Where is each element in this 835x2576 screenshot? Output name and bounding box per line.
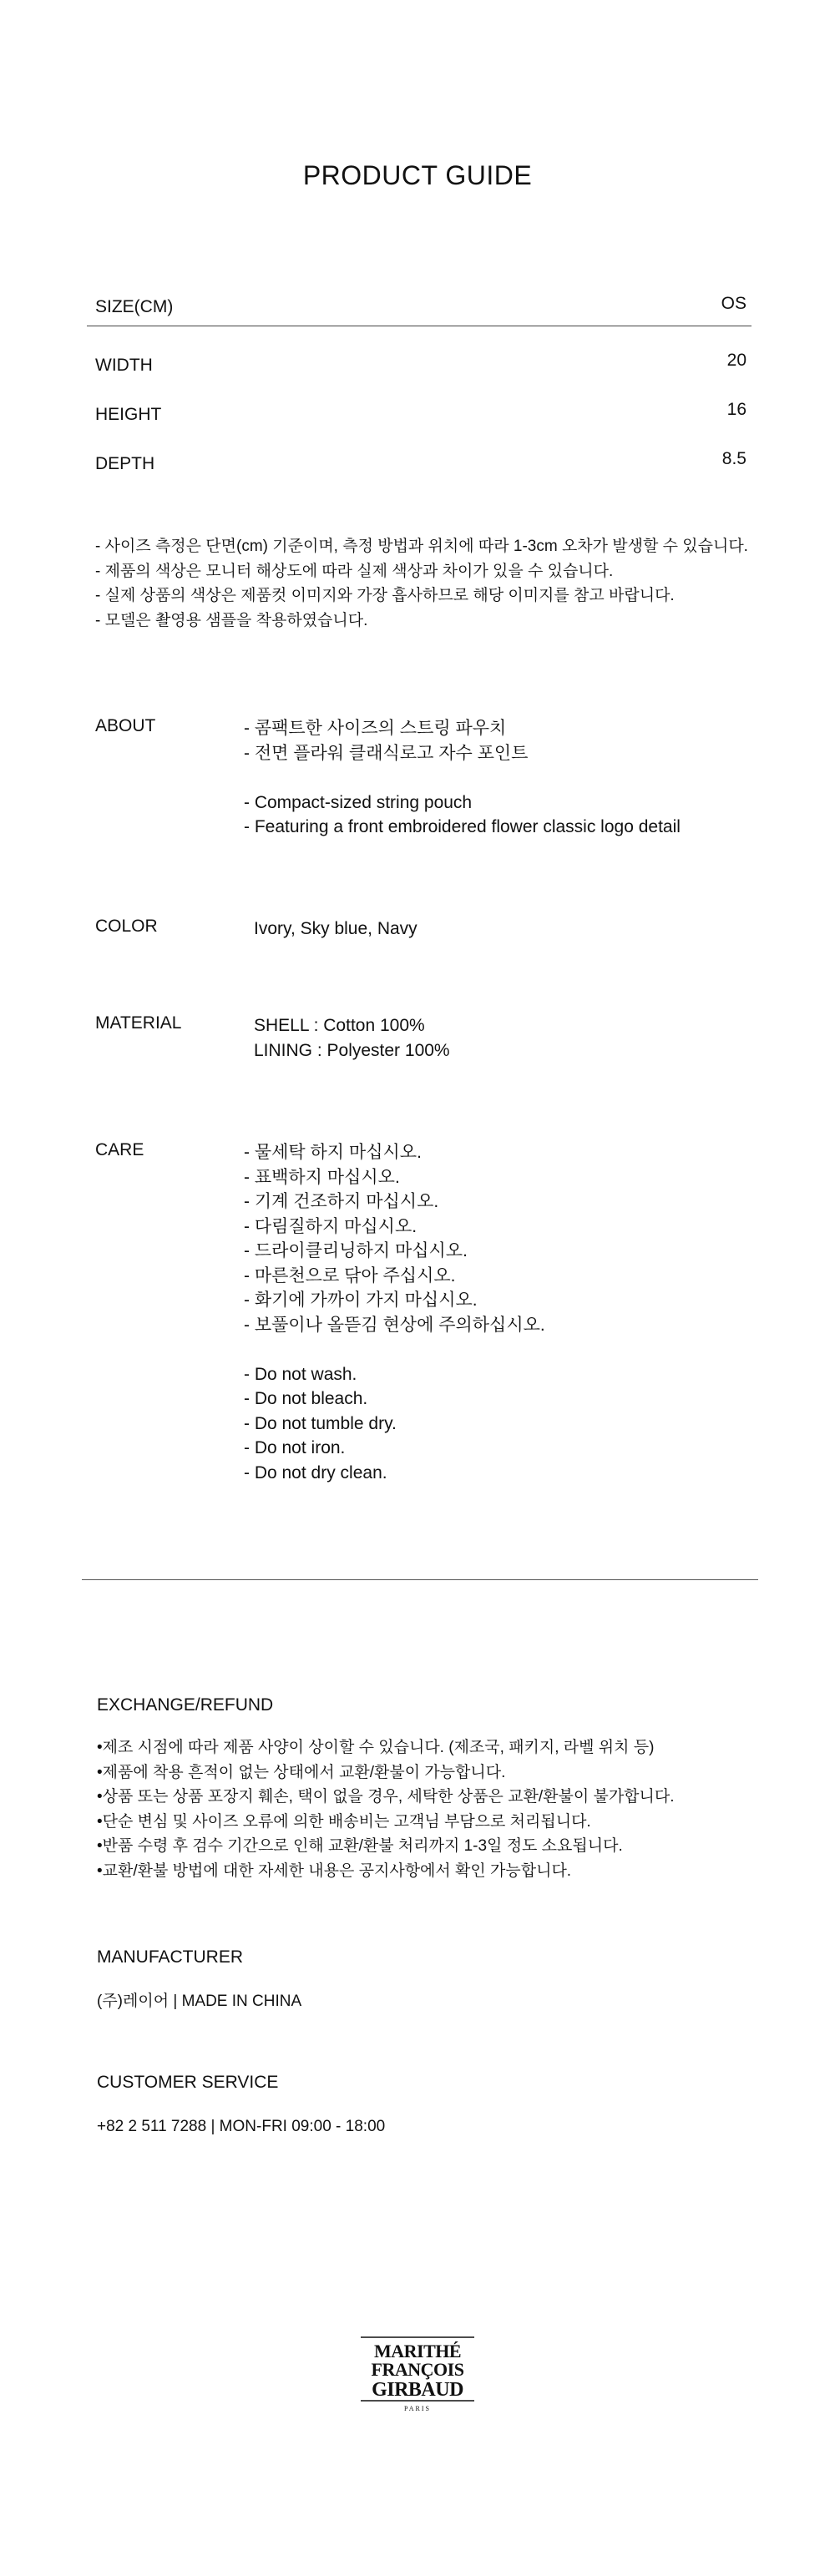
color-label: COLOR	[95, 917, 158, 936]
manufacturer-heading: MANUFACTURER	[97, 1947, 244, 1967]
note-line: - 사이즈 측정은 단면(cm) 기준이며, 측정 방법과 위치에 따라 1-3cm 오차가 발생할 수 있습니다.	[95, 538, 748, 555]
size-row-label: DEPTH	[95, 454, 155, 473]
about-line	[244, 765, 681, 790]
about-line: - Compact-sized string pouch	[244, 792, 473, 812]
size-row-depth	[95, 449, 746, 474]
care-line: - 물세탁 하지 마십시오.	[244, 1143, 422, 1162]
care-line: - Do not bleach.	[244, 1389, 368, 1408]
size-row-width	[95, 351, 746, 376]
about-line: - 콤팩트한 사이즈의 스트링 파우치	[244, 719, 507, 738]
logo-sub: PARIS	[404, 2405, 431, 2412]
care-line: - 마른천으로 닦아 주십시오.	[244, 1265, 456, 1285]
page-title: PRODUCT GUIDE	[302, 160, 533, 190]
customer-service-heading: CUSTOMER SERVICE	[97, 2073, 279, 2092]
exchange-line: •제조 시점에 따라 제품 사양이 상이할 수 있습니다. (제조국, 패키지, 라벨 위치 등)	[97, 1739, 655, 1756]
logo-line3: GIRBAUD	[372, 2379, 463, 2401]
exchange-line: •상품 또는 상품 포장지 훼손, 택이 없을 경우, 세탁한 상품은 교환/환불이 불가합니다.	[97, 1788, 675, 1806]
color-value	[254, 917, 418, 942]
care-line: - 표백하지 마십시오.	[244, 1167, 400, 1187]
size-header-value: OS	[721, 294, 746, 313]
care-line: - Do not wash.	[244, 1364, 357, 1384]
care-line: - Do not iron.	[244, 1438, 346, 1457]
size-row-label: HEIGHT	[95, 405, 162, 424]
customer-service-value: +82 2 511 7288 | MON-FRI 09:00 - 18:00	[97, 2118, 386, 2135]
size-header-label: SIZE(CM)	[95, 297, 174, 316]
care-line: - Do not tumble dry.	[244, 1413, 397, 1433]
care-line: - 다림질하지 마십시오.	[244, 1216, 418, 1236]
section-divider	[82, 1579, 758, 1580]
size-row-height	[95, 400, 746, 425]
logo-line2: FRANÇOIS	[371, 2359, 464, 2380]
size-row-value: 16	[726, 400, 746, 419]
size-table-header	[95, 290, 746, 324]
material-content	[254, 1013, 450, 1063]
color-line: Ivory, Sky blue, Navy	[254, 919, 418, 938]
care-content	[244, 1140, 545, 1485]
note-line: - 모델은 촬영용 샘플을 착용하였습니다.	[95, 611, 368, 629]
about-content	[244, 716, 681, 840]
manufacturer-value: (주)레이어 | MADE IN CHINA	[97, 1993, 302, 2010]
exchange-heading: EXCHANGE/REFUND	[97, 1695, 274, 1715]
size-row-value: 8.5	[721, 449, 746, 468]
about-line: - 전면 플라워 클래식로고 자수 포인트	[244, 743, 529, 763]
care-line: - 보풀이나 올뜯김 현상에 주의하십시오.	[244, 1315, 545, 1335]
care-line: - 기계 건조하지 마십시오.	[244, 1192, 439, 1211]
size-notes	[95, 534, 763, 633]
material-line: LINING : Polyester 100%	[254, 1040, 450, 1060]
exchange-line: •교환/환불 방법에 대한 자세한 내용은 공지사항에서 확인 가능합니다.	[97, 1861, 572, 1880]
note-line: - 제품의 색상은 모니터 해상도에 따라 실제 색상과 차이가 있을 수 있습니다.	[95, 562, 614, 580]
care-line: - 화기에 가까이 가지 마십시오.	[244, 1291, 478, 1310]
exchange-lines	[97, 1735, 782, 1883]
manufacturer-section	[97, 1947, 782, 2014]
material-line: SHELL : Cotton 100%	[254, 1016, 425, 1035]
brand-logo	[359, 2336, 476, 2412]
exchange-line: •단순 변심 및 사이즈 오류에 의한 배송비는 고객님 부담으로 처리됩니다.	[97, 1812, 591, 1831]
about-line: - Featuring a front embroidered flower classic logo detail	[244, 817, 681, 836]
care-line: - 드라이클리닝하지 마십시오.	[244, 1241, 468, 1260]
care-line: - Do not dry clean.	[244, 1462, 387, 1482]
note-line: - 실제 상품의 색상은 제품컷 이미지와 가장 흡사하므로 해당 이미지를 참고 바랍니다.	[95, 587, 675, 604]
customer-service-section	[97, 2073, 782, 2139]
logo-line1: MARITHÉ	[373, 2341, 462, 2361]
material-label: MATERIAL	[95, 1013, 182, 1033]
care-label: CARE	[95, 1140, 144, 1159]
care-line	[244, 1337, 545, 1362]
about-label: ABOUT	[95, 716, 156, 735]
exchange-line: •반품 수령 후 검수 기간으로 인해 교환/환불 처리까지 1-3일 정도 소요됩니다.	[97, 1837, 623, 1855]
exchange-section	[97, 1695, 782, 1883]
size-row-label: WIDTH	[95, 356, 153, 375]
exchange-line: •제품에 착용 흔적이 없는 상태에서 교환/환불이 가능합니다.	[97, 1763, 506, 1781]
size-row-value: 20	[726, 351, 746, 370]
